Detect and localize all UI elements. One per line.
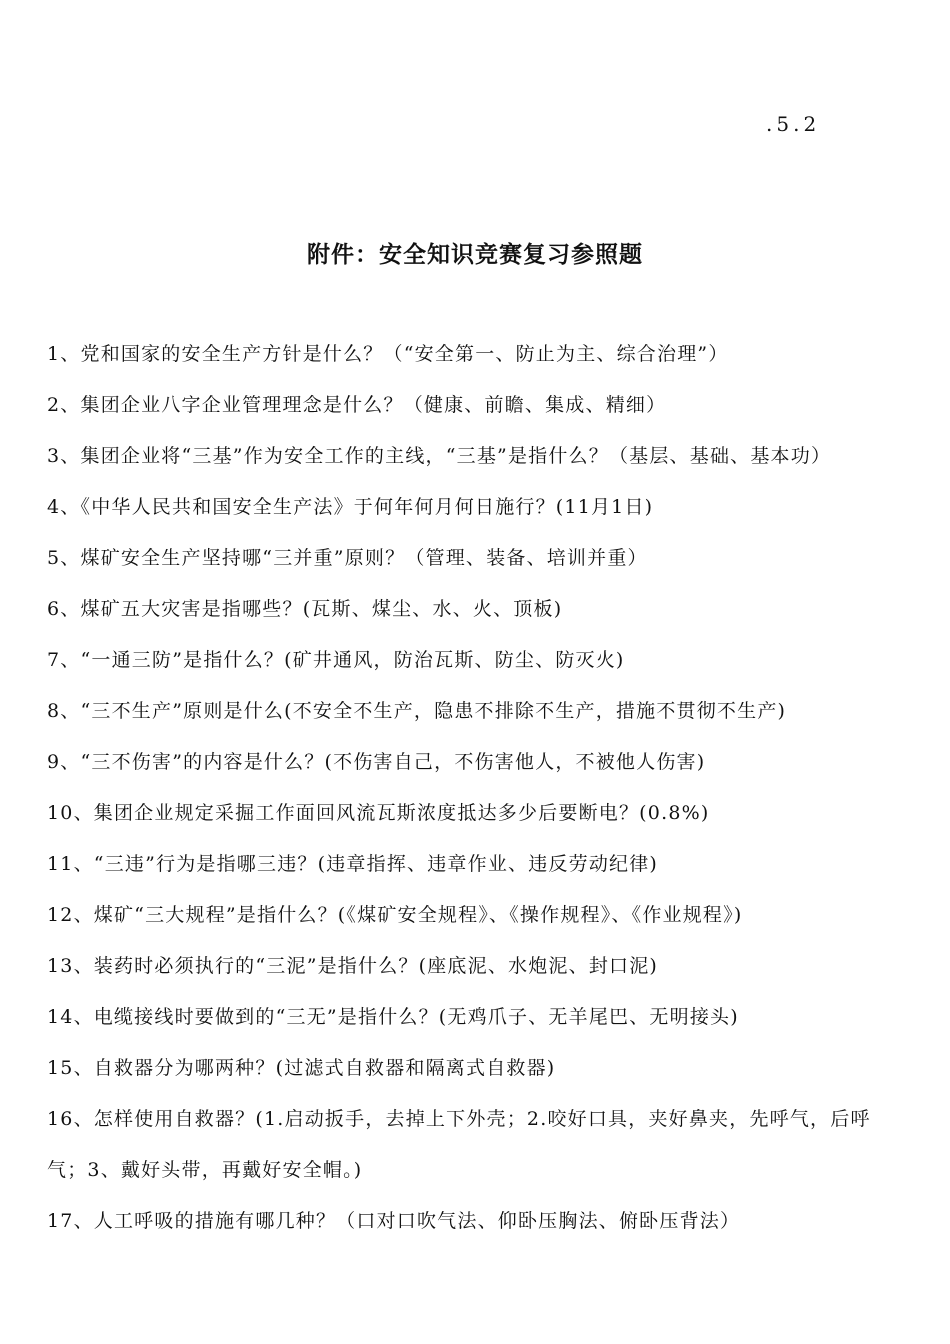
question-item: 3、集团企业将“三基”作为安全工作的主线，“三基”是指什么？（基层、基础、基本功）: [47, 445, 832, 467]
question-item: 5、煤矿安全生产坚持哪“三并重”原则？（管理、装备、培训并重）: [47, 547, 648, 569]
question-item: 9、“三不伤害”的内容是什么？(不伤害自己，不伤害他人，不被他人伤害): [47, 751, 706, 773]
question-item: 7、“一通三防”是指什么？(矿井通风，防治瓦斯、防尘、防灭火): [47, 649, 625, 671]
question-item: 2、集团企业八字企业管理理念是什么？（健康、前瞻、集成、精细）: [47, 394, 667, 416]
question-item: 6、煤矿五大灾害是指哪些？(瓦斯、煤尘、水、火、顶板): [47, 598, 563, 620]
question-item: 1、党和国家的安全生产方针是什么？（“安全第一、防止为主、综合治理”）: [47, 343, 729, 365]
question-item: 8、“三不生产”原则是什么(不安全不生产，隐患不排除不生产，措施不贯彻不生产): [47, 700, 787, 722]
question-item: 17、人工呼吸的措施有哪几种？（口对口吹气法、仰卧压胸法、俯卧压背法）: [47, 1210, 741, 1232]
question-item: 4、《中华人民共和国安全生产法》于何年何月何日施行？(11月1日): [47, 496, 654, 518]
question-item: 11、“三违”行为是指哪三违？(违章指挥、违章作业、违反劳动纪律): [47, 853, 659, 875]
question-list: [47, 329, 909, 1247]
document-title: 附件：安全知识竞赛复习参照题: [307, 242, 643, 268]
question-item: 14、电缆接线时要做到的“三无”是指什么？(无鸡爪子、无羊尾巴、无明接头): [47, 1006, 739, 1028]
question-item: 15、自救器分为哪两种？(过滤式自救器和隔离式自救器): [47, 1057, 556, 1079]
question-item: 12、煤矿“三大规程”是指什么？(《煤矿安全规程》、《操作规程》、《作业规程》): [47, 904, 743, 926]
document-date: .5.2: [766, 112, 821, 136]
question-item: 13、装药时必须执行的“三泥”是指什么？(座底泥、水炮泥、封口泥): [47, 955, 659, 977]
question-item: 10、集团企业规定采掘工作面回风流瓦斯浓度抵达多少后要断电？(0.8%): [47, 802, 710, 824]
question-item: 16、怎样使用自救器？(1.启动扳手，去掉上下外壳；2.咬好口具，夹好鼻夹，先呼气，后呼气；3、戴好头带，再戴好安全帽。): [47, 1108, 871, 1181]
